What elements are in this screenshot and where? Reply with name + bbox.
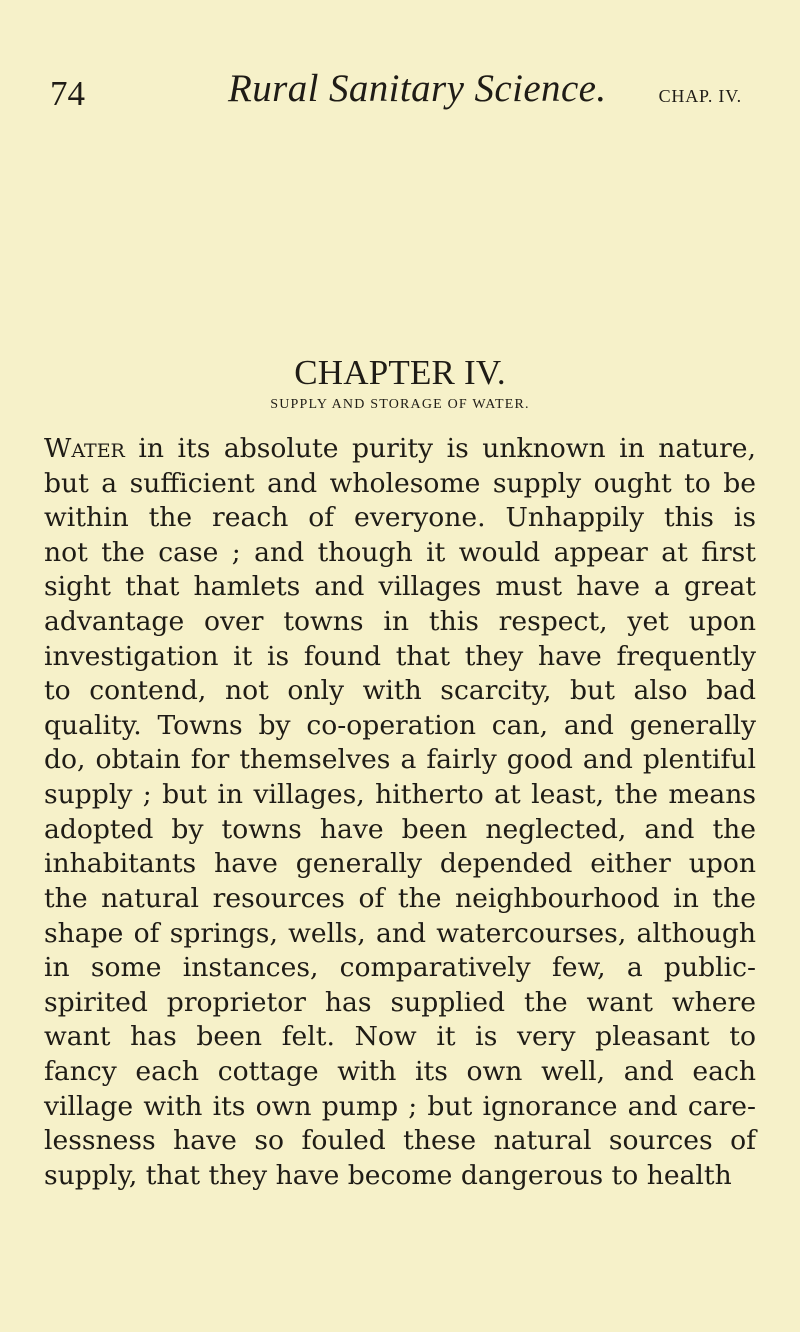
text-line: lessness have so fouled these natural sources of [44, 1125, 756, 1157]
text-line: but a sufficient and wholesome supply ought to be [44, 467, 756, 499]
text-line: do, obtain for themselves a fairly good and plentiful [44, 744, 756, 776]
opening-word: Water [44, 433, 125, 464]
text-line: quality. Towns by co-operation can, and generally [44, 709, 756, 741]
text-line: the natural resources of the neighbourhood in the [44, 882, 756, 914]
text-line: investigation it is found that they have frequently [44, 640, 756, 672]
chapter-subtitle: SUPPLY AND STORAGE OF WATER. [270, 397, 530, 412]
text-line: advantage over towns in this respect, yet upon [44, 606, 756, 638]
text-line: fancy each cottage with its own well, and each [44, 1055, 756, 1087]
text-line: supply, that they have become dangerous to health [44, 1159, 732, 1191]
page-number: 74 [50, 74, 85, 113]
text-line: within the reach of everyone. Unhappily this is [44, 502, 756, 534]
text-line-content: in its absolute purity is unknown in nature, [124, 433, 756, 464]
text-line: adopted by towns have been neglected, and the [44, 813, 756, 845]
text-line: in some instances, comparatively few, a public- [44, 952, 756, 984]
text-line: spirited proprietor has supplied the want where [44, 986, 756, 1018]
text-line: shape of springs, wells, and watercourses, although [44, 917, 756, 949]
chapter-reference: CHAP. IV. [658, 86, 742, 106]
text-line: village with its own pump ; but ignorance and care- [44, 1090, 756, 1122]
text-line: to contend, not only with scarcity, but also bad [44, 675, 756, 707]
book-title: Rural Sanitary Science. [228, 67, 607, 110]
chapter-title: CHAPTER IV. [294, 353, 506, 392]
running-header [50, 66, 750, 126]
text-line [44, 432, 756, 467]
text-line: supply ; but in villages, hitherto at least, the means [44, 779, 756, 811]
text-line: not the case ; and though it would appear at first [44, 536, 756, 568]
text-line: sight that hamlets and villages must have a great [44, 571, 756, 603]
text-line: inhabitants have generally depended either upon [44, 848, 756, 880]
text-line: want has been felt. Now it is very pleasant to [44, 1021, 756, 1053]
body-paragraph [44, 432, 756, 1193]
